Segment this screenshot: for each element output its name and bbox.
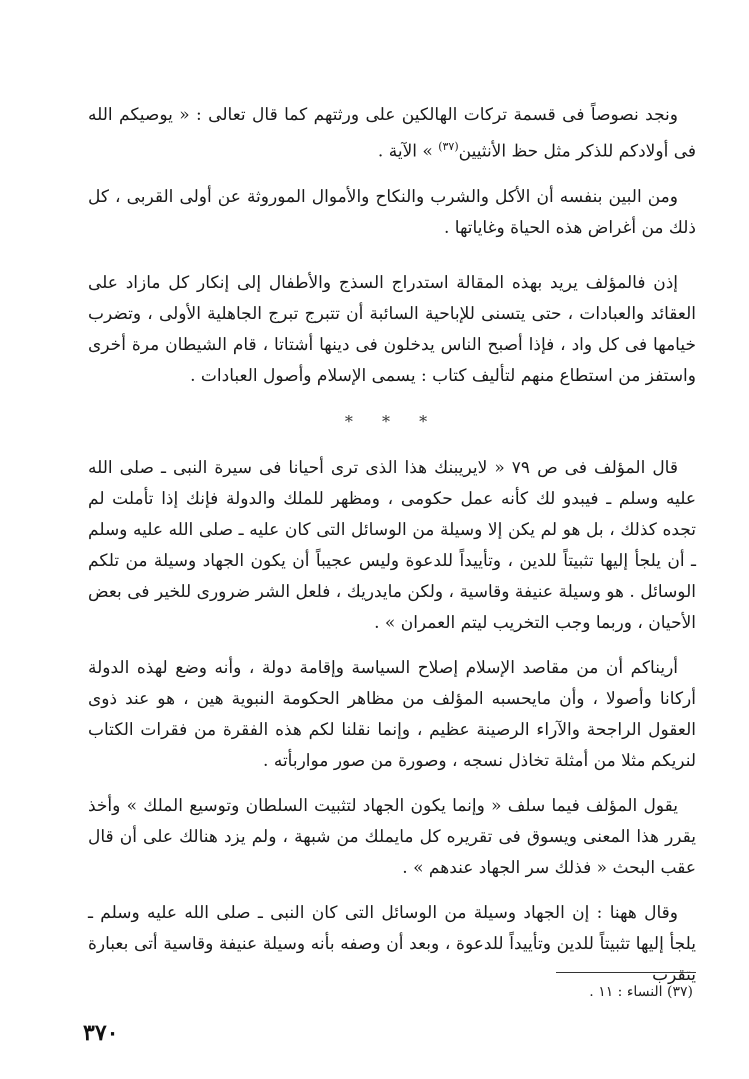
page-number: ٣٧٠ [83,1020,119,1046]
paragraph-5: أريناكم أن من مقاصد الإسلام إصلاح السياسة وإقامة دولة ، وأنه وضع لهذه الدولة أركانا وأصولا ، وأن مايحسبه المؤلف من مظاهر الحكومة النبوية هين ، هو عند ذوى العقول الراجحة والآراء الرصينة عظيم ، وإنما نقلنا لكم هذه الفقرة من فقرات الكتاب لنريكم مثلا من أمثلة تخاذل نسجه ، وصورة من صور مواربأته . [88,657,696,771]
section-separator: * * * [344,411,440,431]
footnote-ref[interactable]: (٣٧) [438,140,459,153]
paragraph-3: إذن فالمؤلف يريد بهذه المقالة استدراج السذج والأطفال إلى إنكار كل مازاد على العقائد والعبادات ، حتى يتسنى للإباحية السائبة أن تتبرج تبرج الجاهلية الأولى ، وتضرب خيامها فى كل واد ، فإذا أصبح الناس يدخلون فى دينها أشتاتا ، قام الشيطان مرة أخرى واستفز من استطاع منهم لتأليف كتاب : يسمى الإسلام وأصول العبادات . [88,272,696,386]
paragraph-1 [88,100,696,168]
paragraph-7: وقال ههنا : إن الجهاد وسيلة من الوسائل التى كان النبى ـ صلى الله عليه وسلم ـ يلجأ إليها تثبيتاً للدين وتأييداً للدعوة ، وبعد أن وصفه بأنه وسيلة عنيفة وقاسية أتى بعبارة يتقرب [88,902,696,985]
paragraph-1-text: ونجد نصوصاً فى قسمة تركات الهالكين على ورثتهم كما قال تعالى : « يوصيكم الله فى أولادكم للذكر مثل حظ الأنثيين [88,105,696,162]
paragraph-4: قال المؤلف فى ص ٧٩ « لايريبنك هذا الذى ترى أحيانا فى سيرة النبى ـ صلى الله عليه وسلم ـ فيبدو لك كأنه عمل حكومى ، ومظهر للملك والدولة فإنك إذا تأملت لم تجده كذلك ، بل هو لم يكن إلا وسيلة من الوسائل التى كان عليه ـ صلى الله عليه وسلم ـ أن يلجأ إليها تثبيتاً للدين ، وتأييداً للدعوة وليس عجيباً أن يكون الجهاد وسيلة من تلكم الوسائل . هو وسيلة عنيفة وقاسية ، ولكن مايدريك ، فلعل الشر ضرورى للخير فى بعض الأحيان ، وربما وجب التخريب ليتم العمران » . [88,457,696,633]
paragraph-1-tail: » الآية . [377,141,439,162]
paragraph-6: يقول المؤلف فيما سلف « وإنما يكون الجهاد لتثبيت السلطان وتوسيع الملك » وأخذ يقرر هذا المعنى ويسوق فى تقريره كل مايملك من شبهة ، ولم يزد هنالك على أن قال عقب البحث « فذلك سر الجهاد عندهم » . [88,795,696,878]
page-body [88,100,696,991]
paragraph-2: ومن البين بنفسه أن الأكل والشرب والنكاح والأموال الموروثة عن أولى القربى ، كل ذلك من أغراض هذه الحياة وغاياتها . [88,186,696,238]
footnote-divider [556,972,696,973]
footnote: (٣٧) النساء : ١١ . [589,984,693,1000]
